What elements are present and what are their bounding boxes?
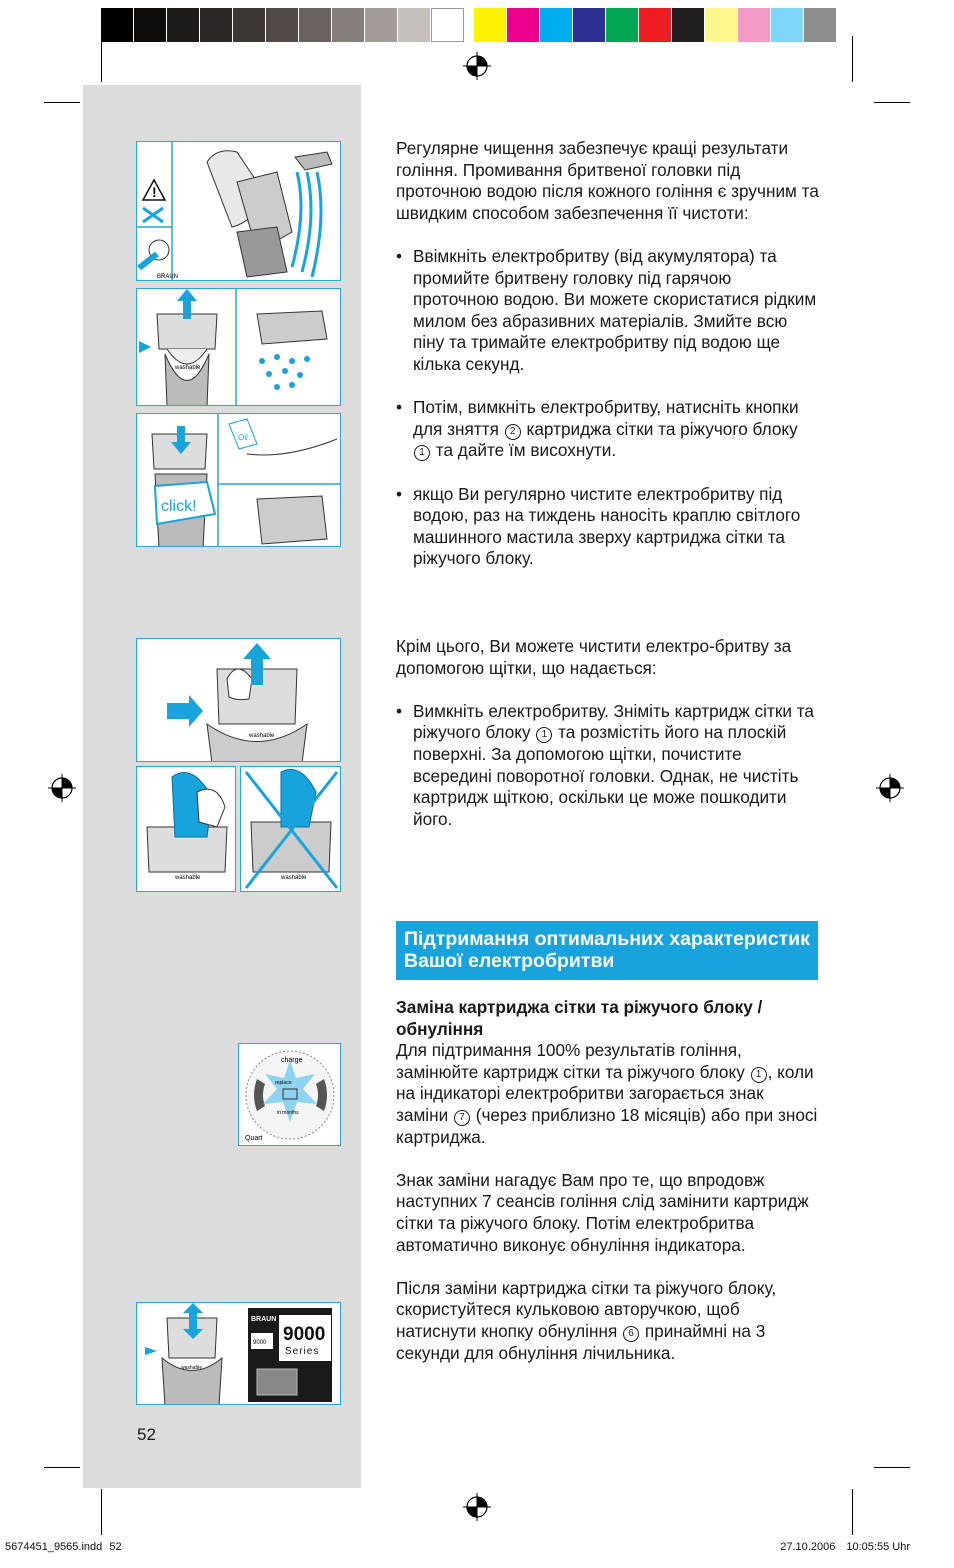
bullet-text: якщо Ви регулярно чистите електробритву під водою, раз на тиждень наносіть краплю світлого машинного мастила зверху картриджа сітки та ріжучого блоку. <box>413 483 801 569</box>
footer-page: 52 <box>109 1541 122 1553</box>
color-swatch-gray-3 <box>167 8 200 42</box>
click-label: click! <box>161 498 197 515</box>
footer-timestamp <box>780 1541 910 1553</box>
paragraph: Знак заміни нагадує Вам про те, що впродовж наступних 7 сеансів гоління слід замінити картридж сітки та ріжучого блоку. Потім електробритва автоматично виконує обнуління індикатора. <box>396 1169 809 1255</box>
figure-remove-cartridge <box>136 638 341 762</box>
footer-file-info <box>5 1541 122 1553</box>
color-swatch-gray-1 <box>101 8 134 42</box>
brand-label: BRAUN <box>157 274 179 280</box>
oil-label: Oil <box>238 433 248 442</box>
water-drops-icon <box>259 354 310 390</box>
figure-do-not-brush-cartridge <box>240 766 341 892</box>
bullet-text: Ввімкніть електробритву (від акумулятора) та промийте бритвену головку під гарячою проточною водою. Ви можете скористатися рідким милом без абразивних матеріалів. Змийте всю піну та тримайте електробритву під водою ще кілька секунд. <box>413 245 817 374</box>
registration-mark-icon <box>463 1493 491 1521</box>
box-series-label: Series <box>285 1346 320 1357</box>
color-swatch-gray-5 <box>233 8 266 42</box>
color-calibration-bar <box>101 8 837 42</box>
registration-mark-icon <box>48 774 76 802</box>
figure-brush-head <box>136 766 236 892</box>
color-swatch-color-6 <box>639 8 672 42</box>
circled-number: 6 <box>623 1326 639 1342</box>
figure-oil-and-reattach <box>136 413 341 547</box>
cleaning-intro: Регулярне чищення забезпечує кращі результати гоління. Промивання бритвеної головки під проточною водою після кожного гоління є зручним та швидким способом забезпечення її чистоти: <box>396 138 819 223</box>
circled-number: 2 <box>505 424 521 440</box>
charge-label: charge <box>281 1057 303 1064</box>
color-swatch-gray-8 <box>332 8 365 42</box>
page-number: 52 <box>137 1425 156 1444</box>
subheading: Заміна картриджа сітки та ріжучого блоку / обнуління <box>396 997 763 1039</box>
section-heading: Підтримання оптимальних характеристик Вашої електробритви <box>396 921 818 980</box>
registration-mark-icon <box>876 774 904 802</box>
paragraph-text: , коли на індикаторі електробритви загорається знак заміни <box>396 1061 814 1125</box>
color-swatch-gray-11 <box>431 8 464 42</box>
footer-time: 10:05:55 Uhr <box>846 1541 910 1553</box>
bullet-text: картриджа сітки та ріжучого блоку <box>526 418 798 439</box>
color-swatch-gray-6 <box>266 8 299 42</box>
washable-label: washable <box>175 875 201 881</box>
washable-label: washable <box>175 365 201 371</box>
figure-reset-and-cartridge <box>136 1302 341 1405</box>
months-label: in months <box>277 1110 299 1116</box>
paragraph <box>396 1278 820 1364</box>
footer-date: 27.10.2006 <box>780 1541 836 1553</box>
color-swatch-color-1 <box>474 8 507 42</box>
bullet-text: та дайте їм висохнути. <box>435 440 617 461</box>
paragraph-text: Для підтримання 100% результатів гоління, замінюйте картридж сітки та ріжучого блоку <box>396 1040 745 1082</box>
color-swatch-gray-7 <box>299 8 332 42</box>
color-swatch-color-9 <box>738 8 771 42</box>
figure-rinse-shaver <box>136 141 341 281</box>
paragraph-text: (через приблизно 18 місяців) або при зносі картриджа. <box>396 1104 818 1147</box>
svg-text:!: ! <box>152 184 157 200</box>
color-swatch-gray-10 <box>398 8 431 42</box>
paragraph-text: принаймні на 3 секунди для обнуління лічильника. <box>396 1320 766 1363</box>
bullet-text: Вимкніть електробритву. Зніміть картридж сітки та ріжучого блоку <box>413 700 814 743</box>
washable-label: washable <box>181 1365 203 1371</box>
brush-cleaning-section <box>396 636 820 830</box>
color-swatch-color-3 <box>540 8 573 42</box>
color-swatch-color-5 <box>606 8 639 42</box>
color-swatch-gray-4 <box>200 8 233 42</box>
bullet-item: • Ввімкніть електробритву (від акумулятора) та промийте бритвену головку під гарячою проточною водою. Ви можете скористатися рідким милом без абразивних матеріалів. Змийте всю піну та тримайте електробритву під водою ще кілька секунд. <box>396 245 817 374</box>
figure-wash-with-soap <box>136 288 341 406</box>
quart-label: Quart <box>245 1135 263 1142</box>
bullet-text: Потім, вимкніть електробритву, натисніть кнопки для зняття <box>413 397 799 439</box>
paragraph-text: Після заміни картриджа сітки та ріжучого блоку, скористуйтеся кульковою авторучкою, щоб натиснути кнопку обнуління <box>396 1277 777 1341</box>
color-swatch-color-8 <box>705 8 738 42</box>
color-swatch-color-11 <box>804 8 837 42</box>
color-swatch-gray-9 <box>365 8 398 42</box>
color-swatch-gray-2 <box>134 8 167 42</box>
bullet-item: • Потім, вимкніть електробритву, натисніть кнопки для зняття 2 картриджа сітки та ріжучого блоку 1 та дайте їм висохнути. <box>396 397 799 461</box>
box-brand-label: BRAUN <box>251 1316 277 1323</box>
cleaning-section <box>396 138 820 570</box>
color-swatch-color-2 <box>507 8 540 42</box>
circled-number: 1 <box>536 727 552 743</box>
circled-number: 1 <box>414 445 430 461</box>
color-swatch-color-10 <box>771 8 804 42</box>
cartridge-replacement-section <box>396 997 820 1364</box>
washable-label: washable <box>249 733 275 739</box>
box-model-label: 9000 <box>283 1324 326 1345</box>
circled-number: 7 <box>454 1110 470 1126</box>
replace-label: replace <box>275 1080 292 1086</box>
paragraph <box>396 1040 820 1148</box>
footer-filename: 5674451_9565.indd <box>5 1541 103 1553</box>
registration-mark-icon <box>463 52 491 80</box>
bullet-item: • якщо Ви регулярно чистите електробритву під водою, раз на тиждень наносіть краплю світлого машинного мастила зверху картриджа сітки та ріжучого блоку. <box>396 483 801 569</box>
washable-label: washable <box>281 875 307 881</box>
bullet-text: та розмістіть його на плоскій поверхні. За допомогою щітки, почистите всередині поворотної головки. Однак, не чистіть картридж щіткою, оскільки це може пошкодити його. <box>413 722 799 829</box>
figure-replace-indicator <box>238 1043 341 1146</box>
box-small-label: 9000 <box>253 1340 267 1346</box>
brush-intro: Крім цього, Ви можете чистити електро-бритву за допомогою щітки, що надається: <box>396 636 792 678</box>
color-swatch-color-7 <box>672 8 705 42</box>
color-swatch-color-4 <box>573 8 606 42</box>
bullet-item: • Вимкніть електробритву. Зніміть картридж сітки та ріжучого блоку 1 та розмістіть його на плоскій поверхні. За допомогою щітки, почистите всередині поворотної головки. Однак, не чистіть картридж щіткою, оскільки це може пошкодити його. <box>396 700 814 829</box>
circled-number: 1 <box>751 1067 767 1083</box>
